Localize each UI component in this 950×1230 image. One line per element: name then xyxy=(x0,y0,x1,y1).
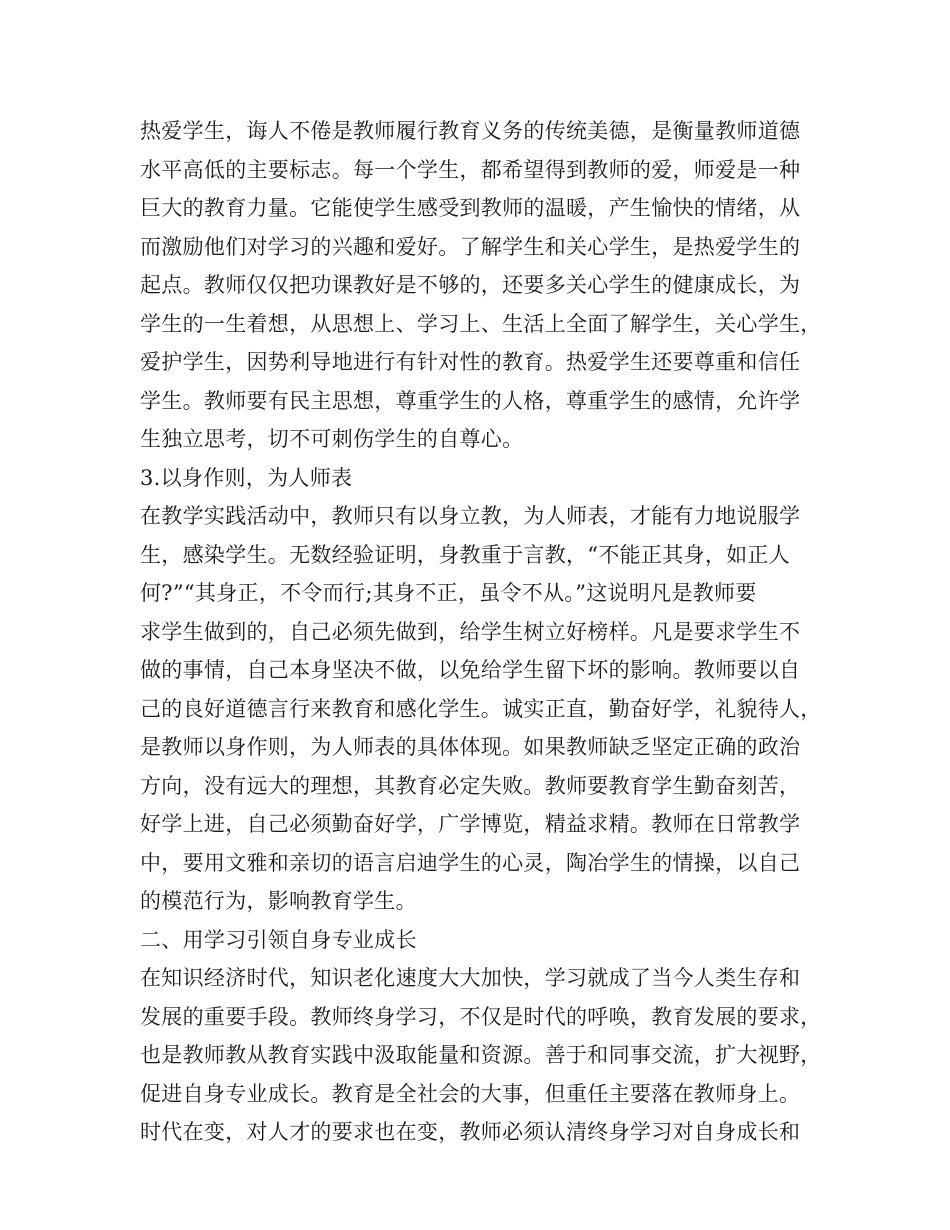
text-line: 做的事情，自己本身坚决不做，以免给学生留下坏的影响。教师要以自 xyxy=(140,658,801,682)
text-line: 巨大的教育力量。它能使学生感受到教师的温暖，产生愉快的情绪，从 xyxy=(140,196,801,220)
text-line: 学生的一生着想，从思想上、学习上、生活上全面了解学生，关心学生， xyxy=(140,311,822,336)
text-line: 好学上进，自己必须勤奋好学，广学博览，精益求精。教师在日常教学 xyxy=(140,812,801,836)
text-line: 促进自身专业成长。教育是全社会的大事，但重任主要落在教师身上。 xyxy=(140,1081,801,1106)
text-line: 的模范行为，影响教育学生。 xyxy=(140,889,417,913)
text-line: 时代在变，对人才的要求也在变，教师必须认清终身学习对自身成长和 xyxy=(140,1120,801,1144)
text-line: 发展的重要手段。教师终身学习，不仅是时代的呼唤，教育发展的要求， xyxy=(140,1004,822,1029)
section-heading: 3.以身作则，为人师表 xyxy=(140,465,353,490)
text-line: 起点。教师仅仅把功课教好是不够的，还要多关心学生的健康成长，为 xyxy=(140,273,801,297)
text-line: 方向，没有远大的理想，其教育必定失败。教师要教育学生勤奋刻苦， xyxy=(140,773,801,798)
text-line: 爱护学生，因势利导地进行有针对性的教育。热爱学生还要尊重和信任 xyxy=(140,350,801,374)
text-line: 学生。教师要有民主思想，尊重学生的人格，尊重学生的感情，允许学 xyxy=(140,388,801,413)
document-body xyxy=(140,112,830,1152)
text-line: 求学生做到的，自己必须先做到，给学生树立好榜样。凡是要求学生不 xyxy=(140,619,801,644)
text-line: 热爱学生，诲人不倦是教师履行教育义务的传统美德，是衡量教师道德 xyxy=(140,119,801,143)
section-heading: 二、用学习引领自身专业成长 xyxy=(140,927,417,952)
text-line: 是教师以身作则，为人师表的具体体现。如果教师缺乏坚定正确的政治 xyxy=(140,735,801,759)
text-line: 而激励他们对学习的兴趣和爱好。了解学生和关心学生，是热爱学生的 xyxy=(140,234,801,259)
text-line: 生独立思考，切不可刺伤学生的自尊心。 xyxy=(140,427,524,451)
text-line: 生，感染学生。无数经验证明，身教重于言教，“不能正其身，如正人 xyxy=(140,542,791,567)
text-line: 也是教师教从教育实践中汲取能量和资源。善于和同事交流，扩大视野， xyxy=(140,1043,822,1067)
text-line: 水平高低的主要标志。每一个学生，都希望得到教师的爱，师爱是一种 xyxy=(140,157,801,182)
text-line: 在教学实践活动中，教师只有以身立教，为人师表，才能有力地说服学 xyxy=(140,504,801,528)
text-line: 中，要用文雅和亲切的语言启迪学生的心灵，陶冶学生的情操，以自己 xyxy=(140,850,801,875)
text-line: 在知识经济时代，知识老化速度大大加快，学习就成了当今人类生存和 xyxy=(140,966,801,990)
text-line: 己的良好道德言行来教育和感化学生。诚实正直，勤奋好学，礼貌待人， xyxy=(140,696,822,721)
text-line: 何?”“其身正，不令而行;其身不正，虽令不从。”这说明凡是教师要 xyxy=(140,581,757,605)
